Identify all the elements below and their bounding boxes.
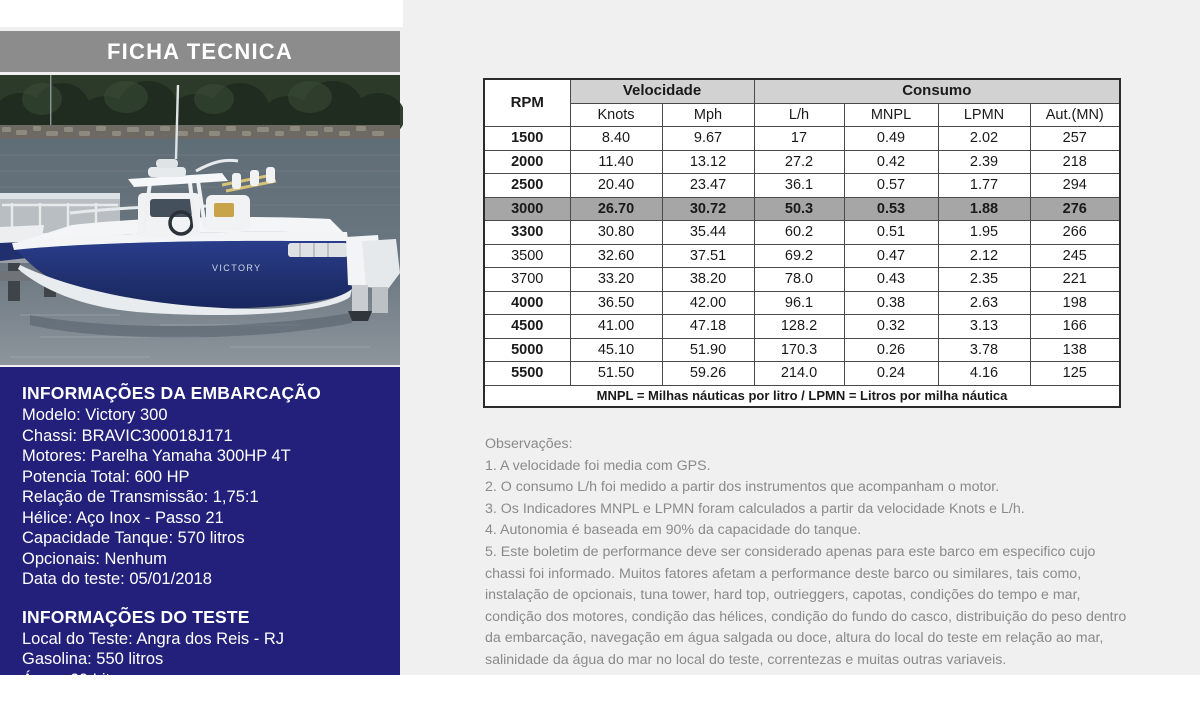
- observations-block: [485, 434, 1135, 672]
- observation-item-2: 2. O consumo L/h foi medido a partir dos instrumentos que acompanham o motor.: [485, 479, 1000, 496]
- spec-tanque: Capacidade Tanque: 570 litros: [22, 529, 245, 547]
- cell-knots: 36.50: [570, 291, 662, 315]
- ficha-tecnica-header-bar: [0, 31, 400, 72]
- cell-mph: 13.12: [662, 150, 754, 174]
- cell-knots: 20.40: [570, 174, 662, 198]
- cell-mnpl: 0.24: [844, 362, 938, 386]
- table-row: [484, 315, 1120, 339]
- table-row: [484, 221, 1120, 245]
- cell-lpmn: 3.78: [938, 338, 1030, 362]
- cell-aut: 266: [1030, 221, 1120, 245]
- cell-aut: 221: [1030, 268, 1120, 292]
- performance-table: [483, 78, 1121, 408]
- cell-mnpl: 0.42: [844, 150, 938, 174]
- cell-mph: 9.67: [662, 127, 754, 151]
- table-footer: [484, 385, 1120, 407]
- spec-gasolina: Gasolina: 550 litros: [22, 650, 164, 668]
- right-column: [403, 0, 1200, 675]
- cell-knots: 51.50: [570, 362, 662, 386]
- cell-mph: 35.44: [662, 221, 754, 245]
- cell-lh: 128.2: [754, 315, 844, 339]
- cell-rpm: 3000: [484, 197, 570, 221]
- cell-lh: 96.1: [754, 291, 844, 315]
- observations-heading: Observações:: [485, 436, 573, 452]
- cell-rpm: 1500: [484, 127, 570, 151]
- col-group-velocidade: Velocidade: [570, 79, 754, 103]
- cell-lh: 17: [754, 127, 844, 151]
- left-column: [0, 27, 403, 709]
- col-header-mnpl: MNPL: [844, 103, 938, 127]
- cell-aut: 138: [1030, 338, 1120, 362]
- col-header-lh: L/h: [754, 103, 844, 127]
- cell-mnpl: 0.51: [844, 221, 938, 245]
- cell-aut: 198: [1030, 291, 1120, 315]
- cell-rpm: 2000: [484, 150, 570, 174]
- cell-rpm: 5000: [484, 338, 570, 362]
- table-sub-header-row: [484, 103, 1120, 127]
- cell-lpmn: 2.35: [938, 268, 1030, 292]
- spec-potencia: Potencia Total: 600 HP: [22, 467, 190, 486]
- spec-chassi: Chassi: BRAVIC300018J171: [22, 426, 233, 445]
- spec-data-teste: Data do teste: 05/01/2018: [22, 570, 212, 588]
- cell-knots: 41.00: [570, 315, 662, 339]
- cell-mph: 47.18: [662, 315, 754, 339]
- table-body: [484, 127, 1120, 386]
- cell-mnpl: 0.47: [844, 244, 938, 268]
- performance-table-container: [483, 78, 1119, 408]
- table-header: [484, 79, 1120, 127]
- cell-mnpl: 0.43: [844, 268, 938, 292]
- table-footnote-row: [484, 385, 1120, 407]
- panel-divider: [22, 590, 400, 607]
- table-row: [484, 338, 1120, 362]
- cell-lh: 60.2: [754, 221, 844, 245]
- cell-rpm: 3500: [484, 244, 570, 268]
- cell-lpmn: 1.77: [938, 174, 1030, 198]
- table-row: [484, 150, 1120, 174]
- cell-lh: 27.2: [754, 150, 844, 174]
- cell-lpmn: 2.63: [938, 291, 1030, 315]
- spec-local-teste: Local do Teste: Angra dos Reis - RJ: [22, 629, 285, 648]
- cell-lh: 78.0: [754, 268, 844, 292]
- col-header-rpm: RPM: [484, 79, 570, 127]
- table-group-header-row: [484, 79, 1120, 103]
- test-info-heading: INFORMAÇÕES DO TESTE: [22, 606, 250, 627]
- cell-lh: 170.3: [754, 338, 844, 362]
- spec-helice: Hélice: Aço Inox - Passo 21: [22, 508, 224, 527]
- cell-mph: 37.51: [662, 244, 754, 268]
- cell-knots: 8.40: [570, 127, 662, 151]
- cell-rpm: 4000: [484, 291, 570, 315]
- cell-mph: 59.26: [662, 362, 754, 386]
- cell-mph: 38.20: [662, 268, 754, 292]
- observation-item-4: 4. Autonomia é baseada em 90% da capacidade do tanque.: [485, 522, 862, 539]
- table-footnote: MNPL = Milhas náuticas por litro / LPMN = Litros por milha náutica: [484, 385, 1120, 407]
- cell-lpmn: 1.88: [938, 197, 1030, 221]
- observation-item-5: 5. Este boletim de performance deve ser considerado apenas para este barco em especifico cujo chassi foi informado. Muitos fatores afetam a performance deste barco ou similares, tais como, instalação de opcionais, tuna tower, hard top, outrieggers, capotas, condições do tempo e mar, condição dos motores, condição das hélices, condição do fundo do casco, distribuição do peso dentro da embarcação, navegação em água salgada ou doce, altura do local do teste em relação ao mar, salinidade da água do mar no local do teste, correntezas e muitas outras variaveis.: [485, 543, 1127, 668]
- table-row: [484, 268, 1120, 292]
- observation-item-3: 3. Os Indicadores MNPL e LPMN foram calculados a partir da velocidade Knots e L/h.: [485, 500, 1025, 517]
- cell-mnpl: 0.26: [844, 338, 938, 362]
- vessel-info-heading: INFORMAÇÕES DA EMBARCAÇÃO: [22, 383, 321, 403]
- cell-mnpl: 0.57: [844, 174, 938, 198]
- spec-motores: Motores: Parelha Yamaha 300HP 4T: [22, 447, 291, 465]
- cell-lh: 36.1: [754, 174, 844, 198]
- cell-rpm: 5500: [484, 362, 570, 386]
- boat-photo-illustration: [0, 75, 400, 365]
- boat-photo: [0, 75, 400, 365]
- cell-lpmn: 2.02: [938, 127, 1030, 151]
- cell-rpm: 3700: [484, 268, 570, 292]
- cell-mnpl: 0.38: [844, 291, 938, 315]
- cell-knots: 11.40: [570, 150, 662, 174]
- cell-lpmn: 2.39: [938, 150, 1030, 174]
- col-header-lpmn: LPMN: [938, 103, 1030, 127]
- cell-mnpl: 0.53: [844, 197, 938, 221]
- col-group-consumo: Consumo: [754, 79, 1120, 103]
- boat-hull-name: VICTORY: [212, 263, 262, 273]
- cell-knots: 33.20: [570, 268, 662, 292]
- cell-mph: 23.47: [662, 174, 754, 198]
- table-row: [484, 291, 1120, 315]
- table-row: [484, 244, 1120, 268]
- cell-mnpl: 0.49: [844, 127, 938, 151]
- cell-knots: 32.60: [570, 244, 662, 268]
- col-header-aut: Aut.(MN): [1030, 103, 1120, 127]
- table-row: [484, 362, 1120, 386]
- cell-aut: 245: [1030, 244, 1120, 268]
- cell-aut: 125: [1030, 362, 1120, 386]
- cell-lh: 50.3: [754, 197, 844, 221]
- table-row: [484, 174, 1120, 198]
- cell-lh: 69.2: [754, 244, 844, 268]
- table-row: [484, 197, 1120, 221]
- cell-aut: 257: [1030, 127, 1120, 151]
- cell-aut: 276: [1030, 197, 1120, 221]
- cell-knots: 30.80: [570, 221, 662, 245]
- cell-lh: 214.0: [754, 362, 844, 386]
- cell-lpmn: 3.13: [938, 315, 1030, 339]
- cell-knots: 45.10: [570, 338, 662, 362]
- cell-aut: 218: [1030, 150, 1120, 174]
- cell-mph: 42.00: [662, 291, 754, 315]
- cell-aut: 166: [1030, 315, 1120, 339]
- col-header-knots: Knots: [570, 103, 662, 127]
- cell-knots: 26.70: [570, 197, 662, 221]
- spec-tripulantes: Tripulantes a bordo: (2) 180 Kgs: [22, 691, 259, 709]
- cell-mnpl: 0.32: [844, 315, 938, 339]
- observation-item-1: 1. A velocidade foi media com GPS.: [485, 457, 711, 474]
- page-title: FICHA TECNICA: [107, 38, 293, 64]
- table-row: [484, 127, 1120, 151]
- spec-transmissao: Relação de Transmissão: 1,75:1: [22, 488, 259, 506]
- cell-aut: 294: [1030, 174, 1120, 198]
- spec-modelo: Modelo: Victory 300: [22, 406, 168, 424]
- spec-opcionais: Opcionais: Nenhum: [22, 549, 167, 568]
- spec-agua: Água: 60 Litros: [22, 670, 133, 689]
- cell-rpm: 2500: [484, 174, 570, 198]
- cell-lpmn: 4.16: [938, 362, 1030, 386]
- cell-rpm: 3300: [484, 221, 570, 245]
- cell-rpm: 4500: [484, 315, 570, 339]
- cell-lpmn: 1.95: [938, 221, 1030, 245]
- col-header-mph: Mph: [662, 103, 754, 127]
- vessel-and-test-info-panel: [0, 367, 400, 709]
- cell-lpmn: 2.12: [938, 244, 1030, 268]
- cell-mph: 30.72: [662, 197, 754, 221]
- cell-mph: 51.90: [662, 338, 754, 362]
